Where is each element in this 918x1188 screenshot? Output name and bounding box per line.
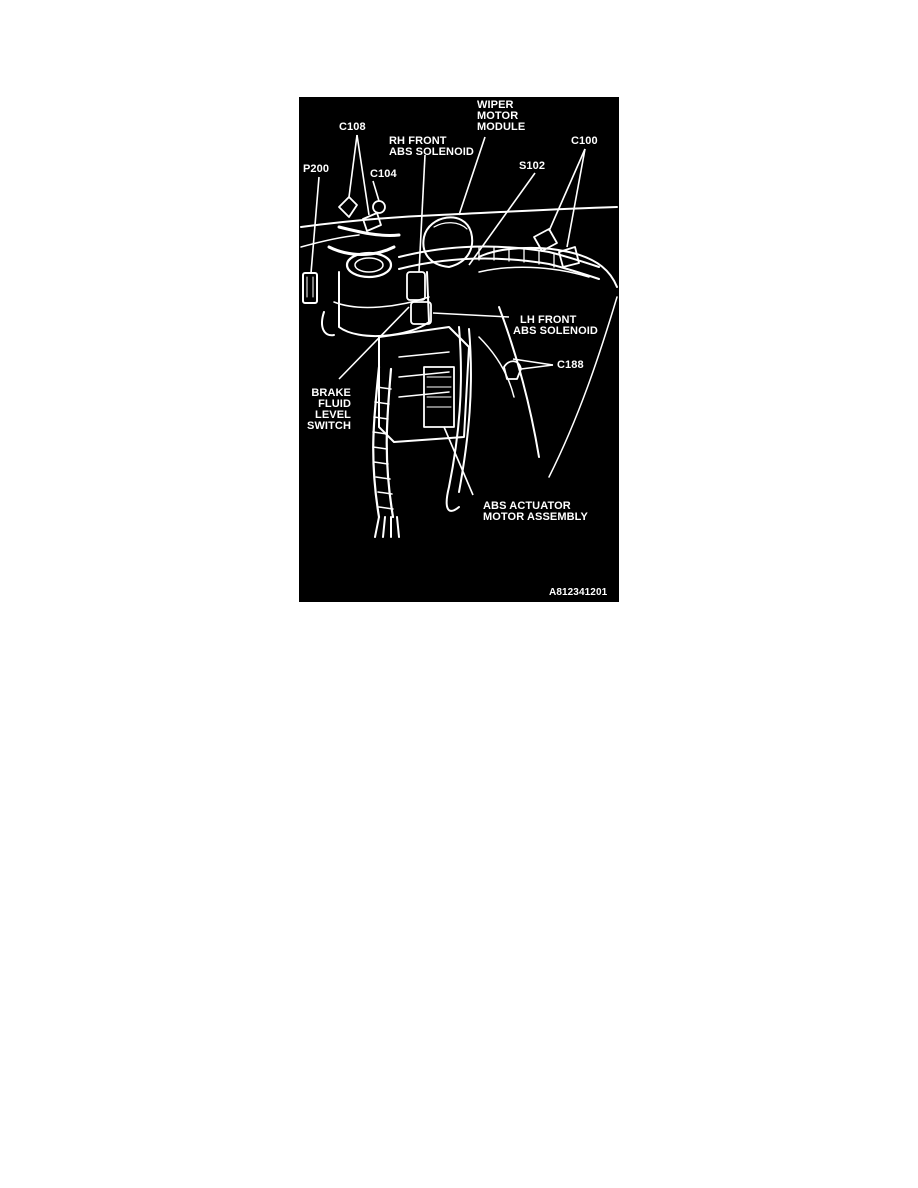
figure-id: A812341201 (549, 587, 608, 598)
wiring-harness-left (373, 367, 393, 517)
p200-connector (303, 273, 317, 303)
label-c188: C188 (557, 359, 584, 371)
label-c104: C104 (370, 168, 397, 180)
label-lh-front-abs-solenoid: LH FRONT ABS SOLENOID (513, 314, 598, 337)
master-cylinder (339, 272, 429, 336)
c108-connector-b (363, 213, 381, 231)
label-wiper-motor-module: WIPER MOTOR MODULE (477, 99, 526, 133)
label-rh-front-abs-solenoid: RH FRONT ABS SOLENOID (389, 135, 474, 158)
c188-connector (504, 361, 521, 379)
reservoir-cap (347, 253, 391, 277)
engine-compartment-line-art (299, 97, 619, 602)
c104-connector (373, 201, 385, 213)
rh-solenoid (407, 272, 425, 300)
strut-tower (479, 248, 617, 287)
label-c108: C108 (339, 121, 366, 133)
wiring-harness-right (447, 327, 514, 511)
label-abs-actuator-motor-assembly: ABS ACTUATOR MOTOR ASSEMBLY (483, 500, 588, 523)
label-p200: P200 (303, 163, 330, 175)
label-c100: C100 (571, 135, 598, 147)
diagram-figure (299, 97, 619, 602)
label-s102: S102 (519, 160, 546, 172)
c108-connector-a (339, 197, 357, 217)
cut-harness-end (375, 517, 399, 537)
label-brake-fluid-level-switch: BRAKE FLUID LEVEL SWITCH (307, 387, 351, 432)
